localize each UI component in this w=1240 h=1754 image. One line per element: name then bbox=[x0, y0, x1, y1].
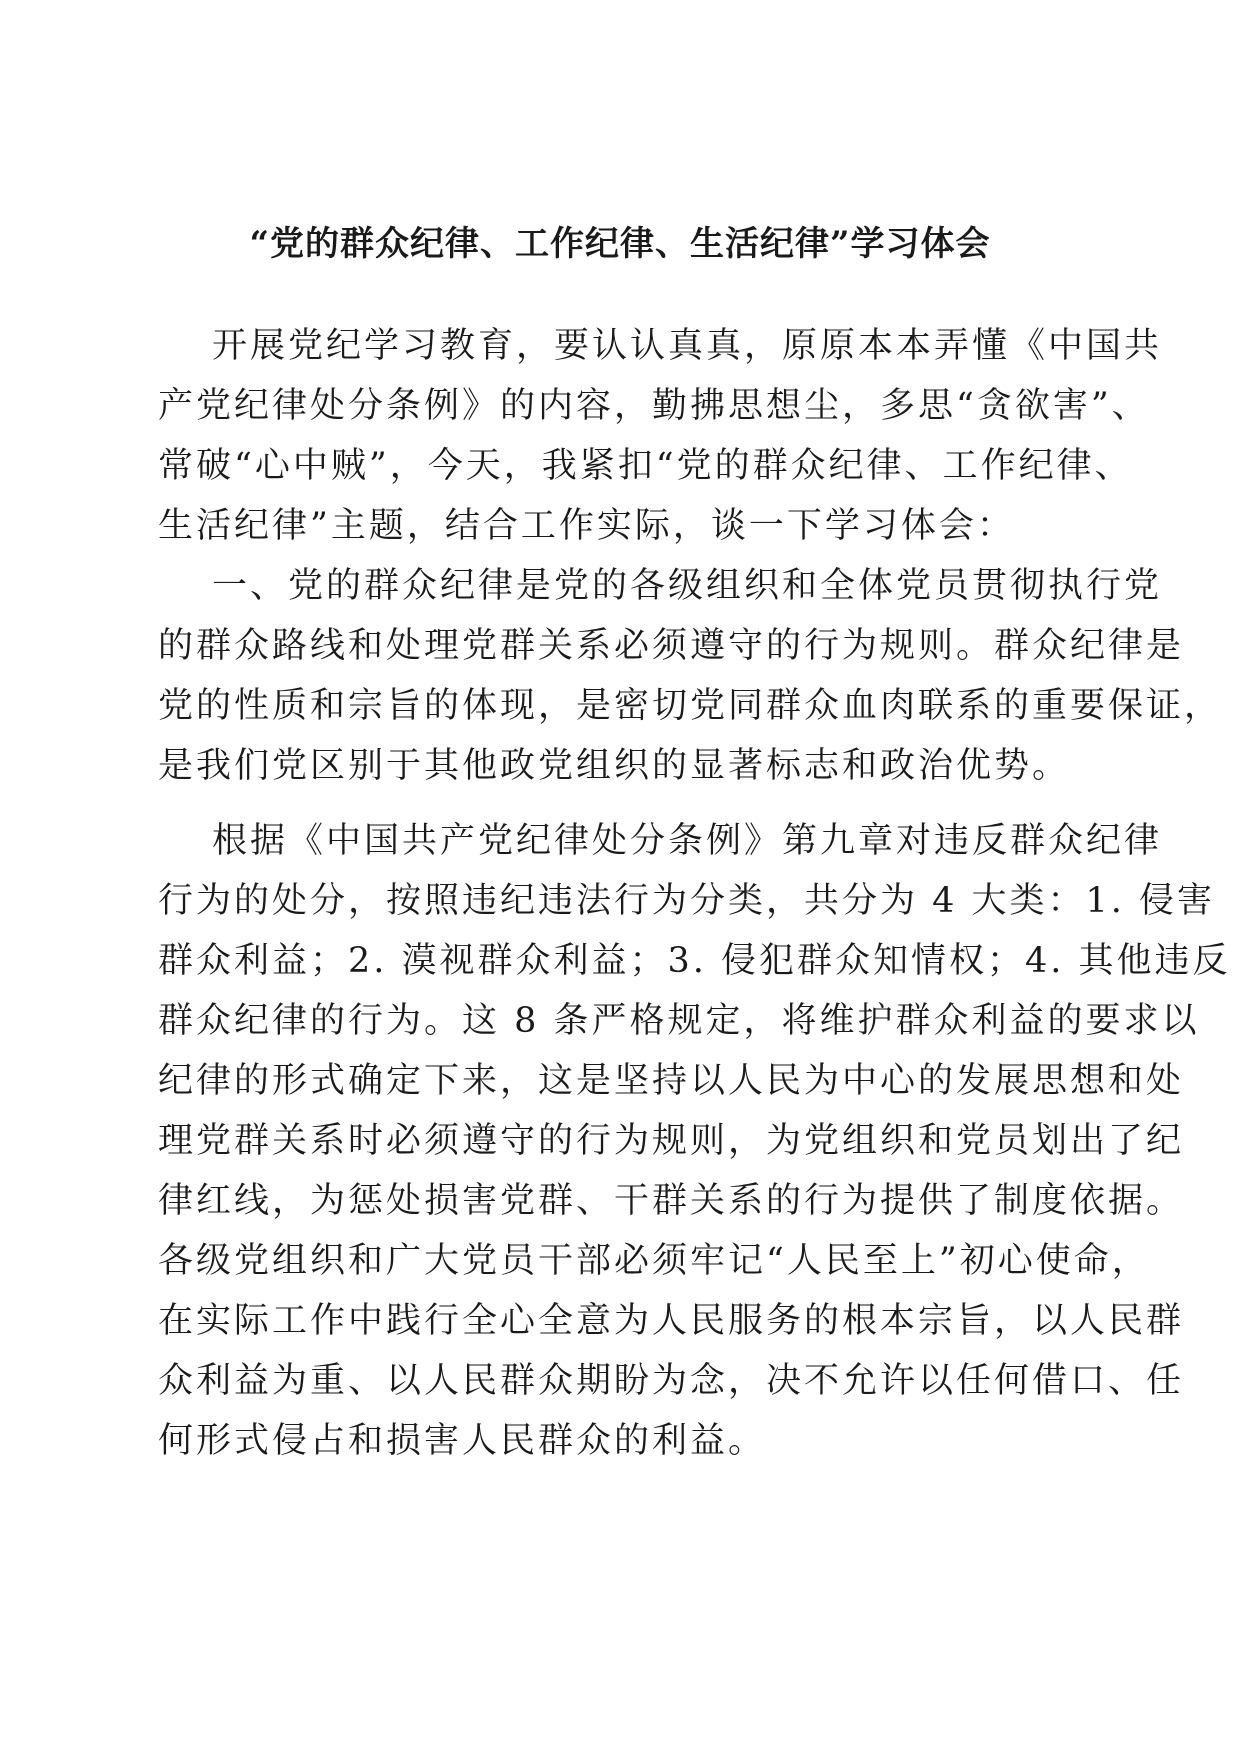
paragraph-line: 常破“心中贼”，今天，我紧扣“党的群众纪律、工作纪律、 bbox=[158, 446, 1133, 486]
paragraph-line: 律红线，为惩处损害党群、干群关系的行为提供了制度依据。 bbox=[158, 1181, 1185, 1221]
paragraph-line: 在实际工作中践行全心全意为人民服务的根本宗旨，以人民群 bbox=[158, 1301, 1185, 1341]
paragraph-line: 纪律的形式确定下来，这是坚持以人民为中心的发展思想和处 bbox=[158, 1061, 1185, 1101]
paragraph-line: 的群众路线和处理党群关系必须遵守的行为规则。群众纪律是 bbox=[158, 626, 1185, 666]
paragraph-line: 生活纪律”主题，结合工作实际，谈一下学习体会： bbox=[158, 506, 1015, 546]
paragraph-line: 党的性质和宗旨的体现，是密切党同群众血肉联系的重要保证， bbox=[158, 686, 1223, 726]
paragraph-line: 是我们党区别于其他政党组织的显著标志和政治优势。 bbox=[158, 746, 1071, 786]
paragraph-line: 何形式侵占和损害人民群众的利益。 bbox=[158, 1421, 767, 1461]
paragraph-line: 根据《中国共产党纪律处分条例》第九章对违反群众纪律 bbox=[212, 821, 1163, 861]
paragraph-line: 产党纪律处分条例》的内容，勤拂思想尘，多思“贪欲害”、 bbox=[158, 386, 1150, 426]
paragraph-line: 一、党的群众纪律是党的各级组织和全体党员贯彻执行党 bbox=[212, 566, 1163, 606]
paragraph-line: 群众纪律的行为。这 8 条严格规定，将维护群众利益的要求以 bbox=[158, 1001, 1200, 1041]
paragraph-line: 众利益为重、以人民群众期盼为念，决不允许以任何借口、任 bbox=[158, 1361, 1185, 1401]
document-title: “党的群众纪律、工作纪律、生活纪律”学习体会 bbox=[249, 224, 991, 264]
paragraph-line: 群众利益；2. 漠视群众利益；3. 侵犯群众知情权；4. 其他违反 bbox=[158, 941, 1231, 981]
paragraph-line: 行为的处分，按照违纪违法行为分类，共分为 4 大类：1. 侵害 bbox=[158, 881, 1216, 921]
paragraph-line: 各级党组织和广大党员干部必须牢记“人民至上”初心使命， bbox=[158, 1241, 1150, 1281]
paragraph-line: 开展党纪学习教育，要认认真真，原原本本弄懂《中国共 bbox=[212, 326, 1163, 366]
paragraph-line: 理党群关系时必须遵守的行为规则，为党组织和党员划出了纪 bbox=[158, 1121, 1185, 1161]
